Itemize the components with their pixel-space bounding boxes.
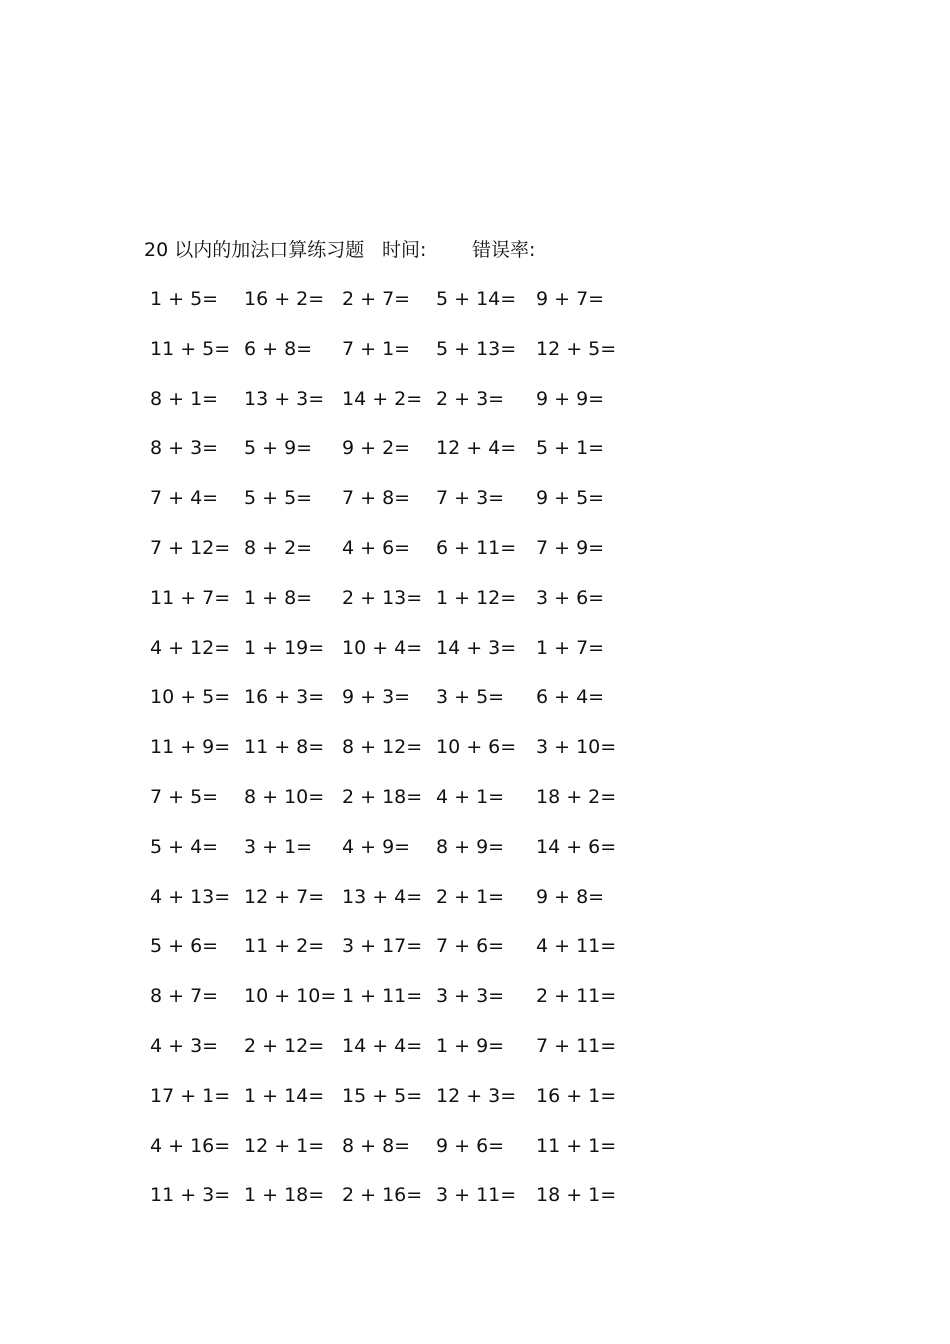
problem-row: [144, 284, 644, 334]
problem: 9 + 3=: [342, 686, 411, 709]
problem: 8 + 12=: [342, 736, 423, 759]
problem: 11 + 7=: [150, 586, 231, 609]
problem-row: [144, 1180, 644, 1230]
problem-row: [144, 1081, 644, 1131]
problem: 16 + 2=: [244, 288, 325, 310]
problem: 6 + 11=: [436, 536, 517, 559]
problem: 17 + 1=: [150, 1084, 231, 1107]
problem: 13 + 3=: [244, 387, 325, 410]
problem: 8 + 7=: [150, 985, 219, 1008]
problem: 4 + 1=: [436, 785, 505, 808]
problem: 2 + 12=: [244, 1034, 325, 1057]
problem: 3 + 3=: [436, 985, 505, 1008]
problem: 2 + 3=: [436, 387, 505, 410]
problem: 6 + 8=: [244, 337, 313, 360]
problem: 11 + 3=: [150, 1184, 231, 1207]
problem: 8 + 1=: [150, 387, 219, 410]
problem: 5 + 1=: [536, 437, 605, 460]
problem: 9 + 8=: [536, 885, 605, 908]
problem-grid: [144, 284, 644, 1230]
problem: 14 + 3=: [436, 636, 517, 659]
problem: 11 + 9=: [150, 736, 231, 759]
problem: 3 + 11=: [436, 1184, 517, 1207]
problem: 7 + 4=: [150, 487, 219, 510]
problem: 10 + 4=: [342, 636, 423, 659]
problem: 8 + 8=: [342, 1134, 411, 1157]
problem: 10 + 5=: [150, 686, 231, 709]
problem: 9 + 7=: [536, 288, 605, 310]
problem: 10 + 10=: [244, 985, 337, 1008]
problem-row: [144, 1031, 644, 1081]
problem-row: [144, 732, 644, 782]
problem: 1 + 9=: [436, 1034, 505, 1057]
problem: 9 + 2=: [342, 437, 411, 460]
problem: 2 + 1=: [436, 885, 505, 908]
problem: 12 + 3=: [436, 1084, 517, 1107]
time-label: 时间:: [382, 239, 427, 261]
problem: 16 + 1=: [536, 1084, 617, 1107]
problem: 1 + 7=: [536, 636, 605, 659]
problem: 11 + 2=: [244, 935, 325, 958]
problem: 1 + 18=: [244, 1184, 325, 1207]
problem: 5 + 9=: [244, 437, 313, 460]
problem: 8 + 2=: [244, 536, 313, 559]
problem: 14 + 4=: [342, 1034, 423, 1057]
problem: 3 + 17=: [342, 935, 423, 958]
problem: 6 + 4=: [536, 686, 605, 709]
problem: 2 + 16=: [342, 1184, 423, 1207]
problem: 11 + 5=: [150, 337, 231, 360]
problem: 4 + 3=: [150, 1034, 219, 1057]
problem: 2 + 18=: [342, 785, 423, 808]
problem: 3 + 6=: [536, 586, 605, 609]
problem: 2 + 7=: [342, 288, 411, 310]
problem: 4 + 11=: [536, 935, 617, 958]
problem: 7 + 12=: [150, 536, 231, 559]
problem: 15 + 5=: [342, 1084, 423, 1107]
worksheet-title: 20 以内的加法口算练习题: [144, 239, 365, 261]
problem: 4 + 9=: [342, 835, 411, 858]
problem: 8 + 3=: [150, 437, 219, 460]
problem-row: [144, 583, 644, 633]
problem: 9 + 9=: [536, 387, 605, 410]
problem: 3 + 10=: [536, 736, 617, 759]
problem: 16 + 3=: [244, 686, 325, 709]
problem: 14 + 6=: [536, 835, 617, 858]
problem: 1 + 11=: [342, 985, 423, 1008]
problem: 10 + 6=: [436, 736, 517, 759]
problem: 7 + 8=: [342, 487, 411, 510]
problem: 9 + 5=: [536, 487, 605, 510]
problem: 14 + 2=: [342, 387, 423, 410]
problem-row: [144, 981, 644, 1031]
problem: 7 + 6=: [436, 935, 505, 958]
problem: 8 + 10=: [244, 785, 325, 808]
problem: 7 + 5=: [150, 785, 219, 808]
problem: 7 + 1=: [342, 337, 411, 360]
problem: 8 + 9=: [436, 835, 505, 858]
problem: 4 + 12=: [150, 636, 231, 659]
problem: 11 + 1=: [536, 1134, 617, 1157]
problem-row: [144, 931, 644, 981]
problem: 11 + 8=: [244, 736, 325, 759]
problem: 7 + 9=: [536, 536, 605, 559]
problem-row: [144, 483, 644, 533]
problem: 5 + 13=: [436, 337, 517, 360]
problem: 2 + 13=: [342, 586, 423, 609]
problem: 2 + 11=: [536, 985, 617, 1008]
problem: 18 + 1=: [536, 1184, 617, 1207]
problem: 5 + 4=: [150, 835, 219, 858]
problem: 7 + 11=: [536, 1034, 617, 1057]
problem: 1 + 5=: [150, 288, 219, 310]
problem-row: [144, 533, 644, 583]
problem-row: [144, 832, 644, 882]
problem: 4 + 6=: [342, 536, 411, 559]
problem: 1 + 12=: [436, 586, 517, 609]
error-rate-label: 错误率:: [472, 239, 536, 261]
problem: 3 + 5=: [436, 686, 505, 709]
problem: 1 + 14=: [244, 1084, 325, 1107]
problem: 7 + 3=: [436, 487, 505, 510]
problem: 5 + 6=: [150, 935, 219, 958]
problem-row: [144, 384, 644, 434]
problem: 3 + 1=: [244, 835, 313, 858]
problem: 4 + 16=: [150, 1134, 231, 1157]
problem-row: [144, 1131, 644, 1181]
problem: 12 + 1=: [244, 1134, 325, 1157]
problem: 18 + 2=: [536, 785, 617, 808]
problem: 5 + 5=: [244, 487, 313, 510]
problem-row: [144, 782, 644, 832]
problem: 5 + 14=: [436, 288, 517, 310]
problem: 12 + 7=: [244, 885, 325, 908]
problem: 9 + 6=: [436, 1134, 505, 1157]
problem-row: [144, 433, 644, 483]
problem: 12 + 5=: [536, 337, 617, 360]
problem: 1 + 8=: [244, 586, 313, 609]
problem-row: [144, 334, 644, 384]
problem: 4 + 13=: [150, 885, 231, 908]
problem: 1 + 19=: [244, 636, 325, 659]
problem: 13 + 4=: [342, 885, 423, 908]
problem-row: [144, 682, 644, 732]
problem: 12 + 4=: [436, 437, 517, 460]
problem-row: [144, 882, 644, 932]
problem-row: [144, 633, 644, 683]
